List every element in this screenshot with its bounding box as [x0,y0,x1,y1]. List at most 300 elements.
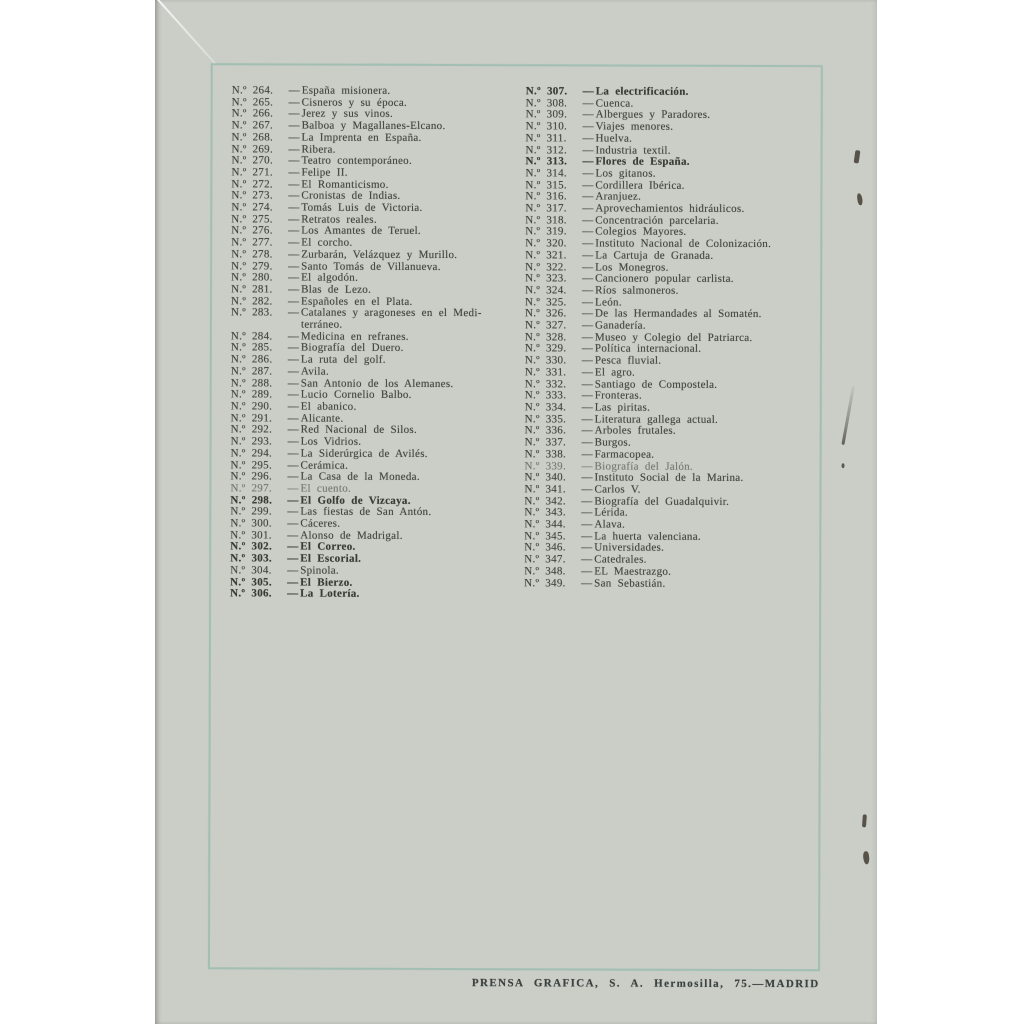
list-item [231,156,523,169]
item-number: N.º 286. [230,353,273,366]
item-separator: — [288,107,300,120]
list-item [231,202,523,215]
item-number: N.º 342. [524,494,566,507]
item-title: Aranjuez. [595,190,642,203]
item-separator: — [288,143,300,156]
item-number: N.º 334. [524,401,567,414]
item-separator: — [581,483,593,496]
list-item [524,578,824,591]
item-title: El cuento. [300,482,352,495]
item-title: La electrificación. [595,85,689,98]
item-separator: — [581,495,593,508]
item-number: N.º 299. [230,505,272,518]
staple-mark [862,814,867,827]
item-separator: — [287,400,300,413]
list-item [526,133,826,146]
item-title: EL Maestrazgo. [594,565,672,578]
item-title: Política internacional. [594,342,702,356]
item-title: Cronistas de Indias. [301,189,401,203]
item-separator: — [581,518,593,531]
item-separator: — [582,202,594,215]
item-title: La Cartuja de Granada. [595,249,714,262]
item-separator: — [581,459,593,472]
item-title: Carlos V. [594,483,641,496]
item-separator: — [582,284,594,297]
list-item [230,565,522,578]
list-item [524,531,824,544]
item-separator: — [582,97,595,110]
list-column-right [524,86,826,590]
list-item [525,355,825,368]
item-separator: — [581,530,593,543]
item-number: N.º 314. [525,167,567,180]
item-separator: — [582,296,594,309]
item-separator: — [287,377,300,390]
item-separator: — [288,201,300,214]
list-item [230,589,522,602]
item-title: San Antonio de los Alemanes. [300,377,454,390]
item-title: Viajes menores. [595,120,674,133]
item-separator: — [581,389,594,402]
item-separator: — [287,482,299,495]
item-separator: — [288,248,300,261]
item-title: Blas de Lezo. [301,283,372,296]
list-item [231,355,523,368]
item-separator: — [287,353,300,366]
item-title: Ríos salmoneros. [595,284,679,297]
scanned-page [155,0,877,1024]
item-title: Biografía del Duero. [300,342,404,355]
item-separator: — [582,132,594,145]
item-number: N.º 336. [524,424,567,437]
item-separator: — [287,435,299,448]
item-number: N.º 328. [524,331,567,344]
list-item [230,483,522,496]
item-number: N.º 306. [230,587,272,600]
list-item [231,273,523,286]
item-separator: — [581,307,594,320]
item-separator: — [581,319,594,332]
item-separator: — [581,366,594,379]
item-number: N.º 296. [230,470,273,483]
item-number: N.º 323. [525,272,567,285]
list-item [231,226,523,239]
item-title: Catalanes y aragoneses en el Medi- terráneo. [300,306,482,331]
item-number: N.º 329. [524,342,567,355]
item-title: Universidades. [594,541,665,555]
list-item [524,554,824,567]
item-number: N.º 340. [524,471,567,484]
item-number: N.º 301. [230,529,272,542]
list-item [230,472,522,485]
item-number: N.º 332. [524,377,567,390]
item-number: N.º 275. [231,213,273,226]
list-column-left [230,85,524,601]
item-separator: — [287,564,299,577]
item-number: N.º 344. [524,518,566,531]
item-separator: — [581,541,593,554]
list-item [525,250,825,263]
item-number: N.º 311. [525,132,567,145]
item-number: N.º 271. [231,166,273,179]
item-number: N.º 292. [230,423,273,436]
printer-imprint: PRENSA GRAFICA, S. A. Hermosilla, 75.—MADRID [471,977,820,991]
ink-spot [842,463,845,468]
item-separator: — [582,260,594,274]
item-number: N.º 288. [230,376,273,390]
item-separator: — [288,224,300,237]
list-item [231,401,523,414]
item-separator: — [582,167,594,180]
list-item [524,472,824,485]
item-separator: — [287,412,300,425]
item-separator: — [287,447,299,460]
item-number: N.º 316. [525,190,567,203]
item-number: N.º 265. [231,96,274,109]
item-number: N.º 264. [231,84,274,97]
item-separator: — [288,236,300,249]
item-title: Colegios Mayores. [595,225,687,239]
item-title: El abanico. [300,400,357,413]
list-item [525,309,825,322]
item-number: N.º 346. [524,541,566,554]
item-separator: — [581,331,594,344]
item-separator: — [288,154,300,167]
item-number: N.º 278. [231,248,273,261]
item-number: N.º 317. [525,202,567,215]
item-title: Medicina en refranes. [300,330,409,343]
item-number: N.º 309. [525,108,568,121]
list-item [525,426,825,439]
item-separator: — [581,401,594,414]
item-separator: — [288,260,300,273]
item-title: Flores de España. [595,155,690,168]
item-number: N.º 318. [525,213,567,227]
item-title: El Correo. [300,540,356,554]
item-title: Spinola. [300,564,339,577]
item-number: N.º 303. [230,552,272,565]
list-item [230,542,522,555]
item-title: Albergues y Paradores. [595,108,711,122]
item-title: San Sebastián. [594,577,666,590]
item-title: Cordillera Ibérica. [595,179,685,192]
item-title: Huelva. [595,132,633,145]
item-number: N.º 321. [525,249,567,262]
item-number: N.º 339. [524,459,567,472]
list-item [230,507,522,520]
item-separator: — [287,470,299,483]
item-separator: — [582,237,594,250]
item-title: Lucio Cornelio Balbo. [300,388,412,402]
item-separator: — [287,529,299,542]
item-title: El algodón. [301,271,359,284]
list-item [524,508,824,521]
item-title: Instituto Nacional de Colonización. [595,237,772,251]
item-number: N.º 266. [231,107,274,120]
item-title: Concentración parcelaria. [595,214,719,227]
list-item [526,121,826,134]
item-separator: — [581,448,593,461]
item-separator: — [582,155,594,168]
item-separator: — [288,119,300,132]
list-item [231,425,523,438]
item-separator: — [288,84,301,97]
item-number: N.º 325. [525,295,567,309]
item-title: Biografía del Guadalquivir. [594,495,730,508]
item-separator: — [287,505,299,518]
item-separator: — [582,249,594,262]
list-item [231,390,523,403]
item-separator: — [581,378,594,391]
item-title: Burgos. [594,436,632,449]
item-title: La Siderúrgica de Avilés. [300,447,428,460]
item-separator: — [582,85,595,98]
scratch-mark [841,385,855,445]
item-separator: — [287,388,300,401]
item-separator: — [287,459,299,472]
item-number: N.º 305. [230,575,272,588]
item-number: N.º 268. [231,131,274,144]
item-title: El Escorial. [300,552,362,565]
item-separator: — [287,587,299,600]
list-item [230,577,522,590]
item-separator: — [581,553,593,566]
list-item [525,156,825,169]
item-separator: — [582,179,594,192]
staple-mark [862,851,870,865]
item-number: N.º 284. [230,330,273,343]
item-number: N.º 330. [524,354,567,367]
item-number: N.º 283. [230,306,273,319]
item-separator: — [287,517,299,530]
item-separator: — [287,576,299,589]
item-separator: — [581,342,594,355]
item-number: N.º 308. [525,96,568,110]
item-number: N.º 285. [230,341,273,354]
item-separator: — [582,225,594,238]
item-title: Alava. [594,518,626,531]
item-title: Alicante. [300,412,344,425]
item-number: N.º 280. [231,271,273,284]
item-title: Tomás Luis de Victoria. [301,201,423,214]
item-number: N.º 326. [524,307,567,320]
item-number: N.º 293. [230,435,273,448]
item-number: N.º 313. [525,155,568,168]
item-title: Cancionero popular carlista. [595,272,734,286]
item-title: La Casa de la Moneda. [300,470,420,484]
item-number: N.º 274. [231,201,273,214]
item-title: Pesca fluvial. [594,354,662,367]
item-number: N.º 289. [230,388,273,401]
item-separator: — [581,576,593,590]
item-title: Literatura gallega actual. [594,413,719,426]
list-item [525,461,825,474]
item-title: Los Vidrios. [300,435,362,448]
item-separator: — [287,306,300,319]
list-item [526,110,826,123]
item-title: Balboa y Magallanes-Elcano. [301,119,446,133]
item-separator: — [287,540,299,553]
item-title: El Romanticismo. [301,178,389,191]
list-item [525,180,825,193]
item-title: Retratos reales. [301,213,377,226]
item-title: Los Monegros. [595,261,669,274]
item-number: N.º 297. [230,482,272,495]
item-number: N.º 343. [524,506,566,519]
item-separator: — [287,330,300,343]
item-title: El Bierzo. [300,576,353,589]
item-number: N.º 347. [524,553,566,566]
list-item [524,496,824,509]
item-title: Instituto Social de la Marina. [594,471,744,485]
item-number: N.º 324. [525,284,567,297]
item-number: N.º 287. [230,365,273,378]
item-separator: — [581,436,593,449]
item-number: N.º 282. [231,294,273,308]
item-title: La Imprenta en España. [301,131,422,144]
item-title: De las Hermandades al Somatén. [594,307,762,321]
item-number: N.º 272. [231,177,273,191]
item-title: Cáceres. [300,517,341,530]
item-title: Red Nacional de Silos. [300,423,418,437]
item-separator: — [287,423,299,436]
item-title: El Golfo de Vizcaya. [300,494,411,507]
item-number: N.º 337. [524,436,567,449]
item-number: N.º 300. [230,517,272,530]
item-title: Los Amantes de Teruel. [301,224,422,238]
item-title: Alonso de Madrigal. [300,529,403,542]
list-item [525,285,825,298]
item-number: N.º 294. [230,447,273,460]
list-item [526,86,826,99]
item-separator: — [288,96,301,109]
item-number: N.º 315. [525,178,567,192]
paper-crease [156,0,216,64]
list-item [230,553,522,566]
item-separator: — [287,552,299,565]
item-number: N.º 338. [524,448,567,461]
item-number: N.º 270. [231,154,274,167]
item-number: N.º 327. [524,319,567,332]
list-item [525,391,825,404]
list-item [230,530,522,543]
item-title: Aprovechamientos hidráulicos. [595,202,745,215]
item-title: Zurbarán, Velázquez y Murillo. [301,248,458,261]
item-number: N.º 281. [231,283,273,296]
item-title: Industria textil. [595,143,671,157]
item-number: N.º 310. [525,120,568,133]
list-item [231,308,523,332]
page-content [152,0,877,1025]
item-number: N.º 319. [525,225,567,238]
item-separator: — [581,506,593,519]
item-separator: — [287,365,300,378]
list-item [232,132,524,145]
item-number: N.º 341. [524,483,566,496]
item-separator: — [581,565,593,578]
item-title: Catedrales. [594,553,647,566]
item-separator: — [582,214,594,227]
item-title: La Lotería. [300,587,360,600]
item-separator: — [287,494,299,507]
item-number: N.º 307. [525,85,568,98]
item-title: La huerta valenciana. [594,530,702,543]
item-separator: — [287,341,300,355]
item-title: Cuenca. [595,97,634,110]
item-number: N.º 277. [231,236,273,249]
item-number: N.º 269. [231,142,274,155]
item-title: Cisneros y su época. [301,96,408,109]
item-number: N.º 333. [524,389,567,402]
item-title: Ganadería. [594,319,646,332]
item-number: N.º 322. [525,260,567,273]
item-separator: — [288,166,300,179]
list-item [525,344,825,357]
item-separator: — [288,271,300,284]
list-item [231,261,523,274]
item-title: Biografía del Jalón. [594,459,694,473]
item-number: N.º 295. [230,458,273,471]
item-number: N.º 290. [230,400,273,413]
item-title: Avila. [300,365,330,378]
item-number: N.º 312. [525,143,568,156]
item-separator: — [288,178,300,191]
item-separator: — [288,283,300,296]
item-separator: — [581,471,593,484]
item-title: Fronteras. [594,389,643,402]
item-number: N.º 320. [525,237,567,250]
item-number: N.º 279. [231,259,273,273]
item-number: N.º 273. [231,189,273,202]
item-separator: — [581,354,594,367]
staple-mark [854,150,861,164]
item-separator: — [581,424,593,437]
item-separator: — [288,131,300,144]
item-title: Farmacopea. [594,448,655,461]
list-item [525,379,825,392]
item-title: Museo y Colegio del Patriarca. [594,331,753,344]
item-separator: — [581,413,594,426]
item-title: Arboles frutales. [594,424,677,438]
item-separator: — [582,272,594,285]
item-title: Las fiestas de San Antón. [300,505,432,519]
item-title: Jerez y sus vinos. [301,107,394,121]
item-title: España misionera. [301,84,391,97]
item-title: Teatro contemporáneo. [301,154,413,168]
item-title: Los gitanos. [595,167,656,180]
item-title: Lérida. [594,506,628,519]
item-title: Santo Tomás de Villanueva. [301,260,441,273]
item-number: N.º 267. [231,119,274,132]
item-number: N.º 335. [524,412,567,426]
item-number: N.º 298. [230,493,273,507]
item-title: El agro. [594,366,636,379]
item-separator: — [288,295,300,308]
item-title: Españoles en el Plata. [301,295,413,308]
item-title: León. [595,296,622,309]
item-number: N.º 304. [230,564,272,577]
item-separator: — [582,190,594,203]
item-number: N.º 331. [524,366,567,379]
staple-mark [857,193,863,206]
item-number: N.º 348. [524,565,566,578]
list-item [525,437,825,450]
item-number: N.º 302. [230,540,273,553]
item-separator: — [288,213,300,226]
item-title: Santiago de Compostela. [594,378,718,391]
item-separator: — [582,143,594,156]
item-title: Felipe II. [301,166,348,179]
